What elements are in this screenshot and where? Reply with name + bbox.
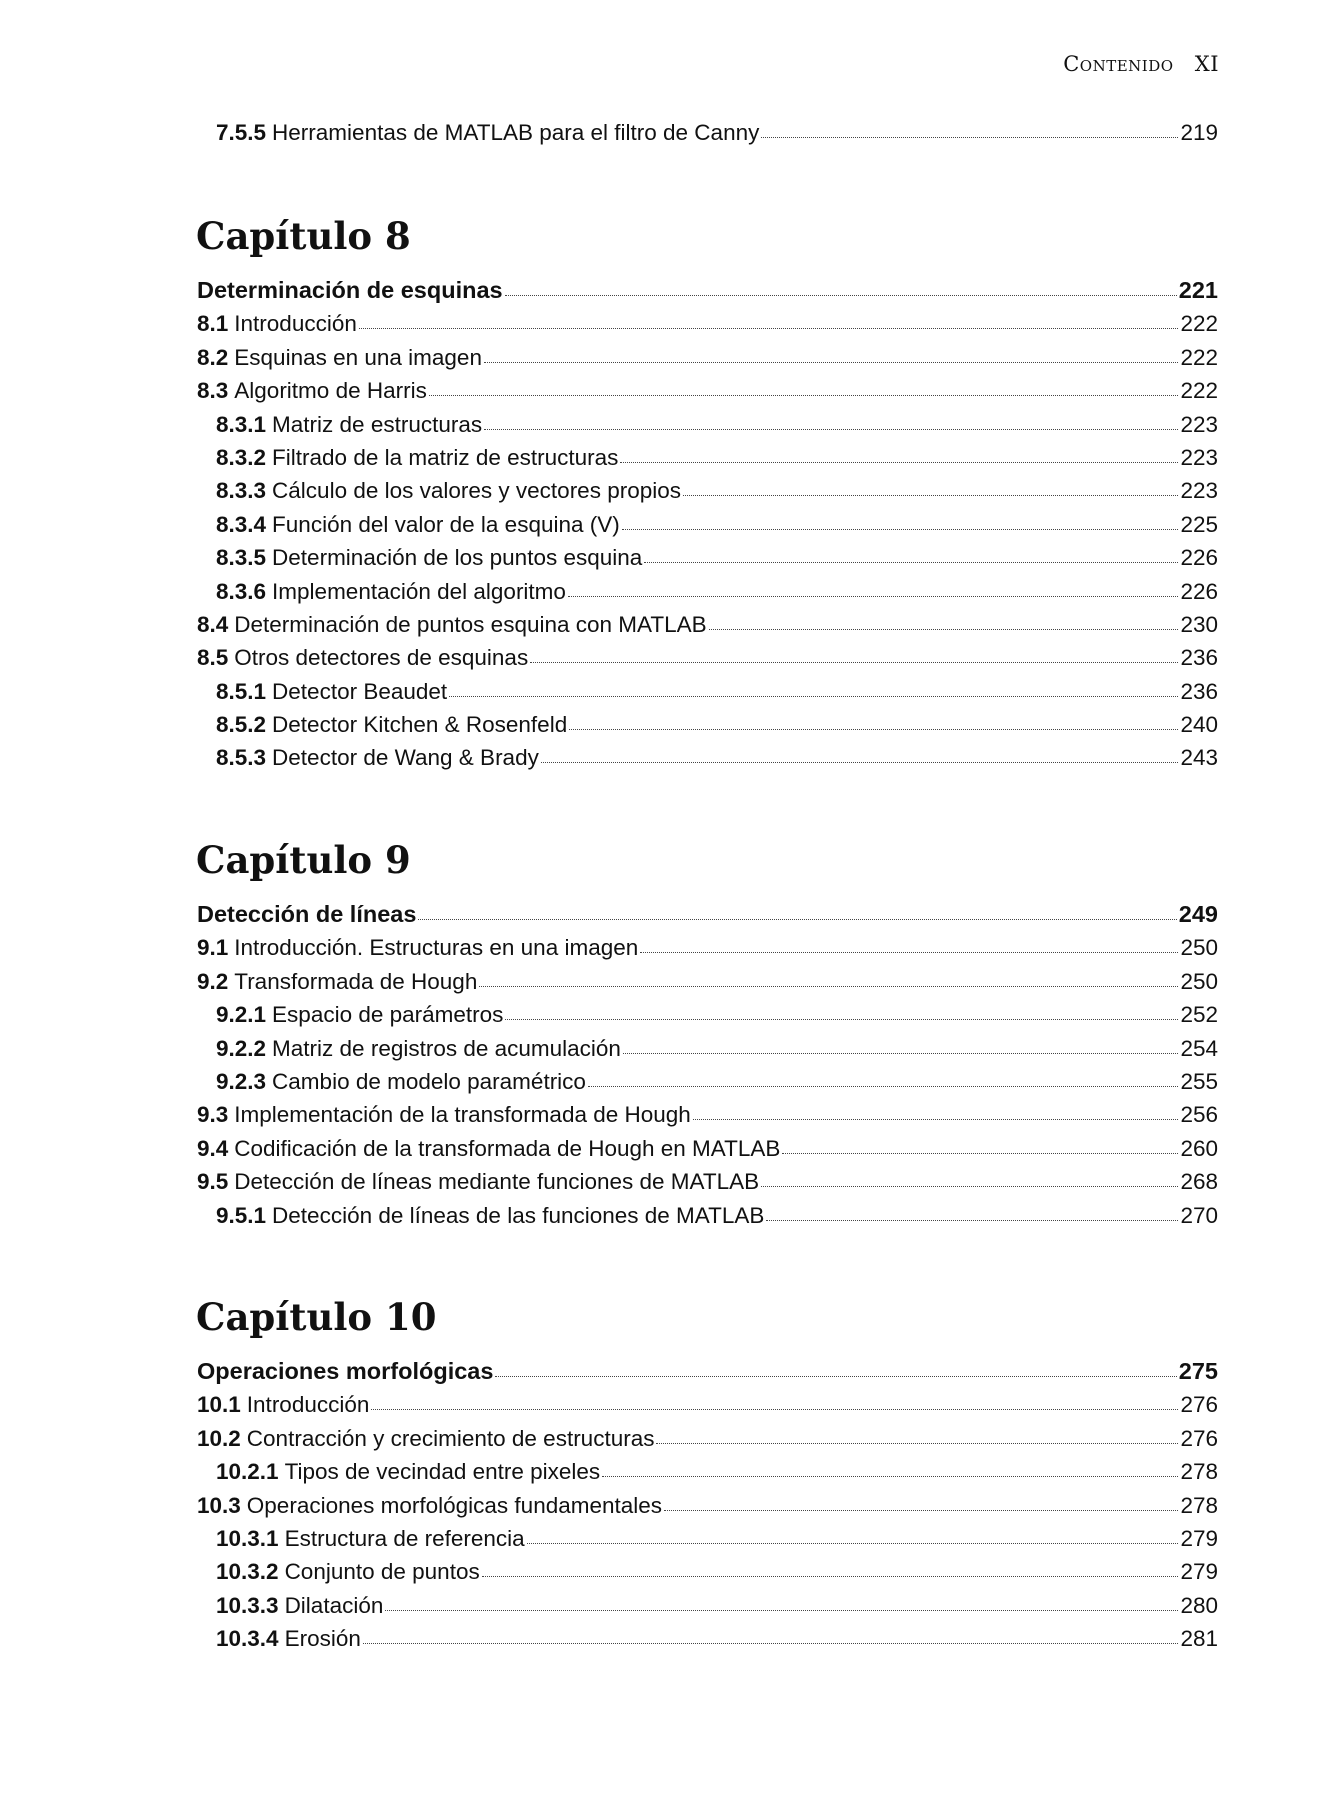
dot-leader <box>505 295 1177 296</box>
toc-entry-number: 8.4 <box>197 611 229 637</box>
dot-leader <box>479 986 1178 987</box>
header-page-number: XI <box>1194 52 1219 76</box>
dot-leader <box>429 395 1179 396</box>
toc-entry-number: 10.3.1 <box>216 1525 279 1551</box>
toc-entry-title: Introducción <box>234 311 357 337</box>
toc-entry-page: 250 <box>1180 935 1218 961</box>
toc-entry-page: 281 <box>1180 1626 1218 1652</box>
chapter-title-entry[interactable] <box>197 1355 1218 1388</box>
toc-entry[interactable] <box>197 1589 1218 1622</box>
dot-leader <box>569 729 1178 730</box>
toc-entry[interactable] <box>197 1199 1218 1232</box>
dot-leader <box>371 1409 1178 1410</box>
toc-entry-title: Transformada de Hough <box>234 968 478 994</box>
toc-entry-title: Función del valor de la esquina (V) <box>272 511 620 537</box>
toc-entry-title: Detección de líneas mediante funciones de MATLAB <box>234 1169 760 1195</box>
dot-leader <box>495 1376 1176 1377</box>
toc-entry-number: 8.3.6 <box>216 578 267 604</box>
toc-entry-page: 270 <box>1180 1202 1218 1228</box>
toc-entry[interactable] <box>197 1422 1218 1455</box>
toc-entry-page: 280 <box>1180 1592 1218 1618</box>
dot-leader <box>527 1543 1179 1544</box>
toc-entry-title: Tipos de vecindad entre pixeles <box>284 1459 601 1485</box>
toc-entry-title: Introducción. Estructuras en una imagen <box>234 935 639 961</box>
toc-entry-number: 8.5 <box>197 645 229 671</box>
toc-entry-page: 276 <box>1180 1425 1218 1451</box>
chapter-title-entry[interactable] <box>197 274 1218 307</box>
chapter-heading: Capítulo 9 <box>196 838 411 882</box>
toc-entry-title: Implementación del algoritmo <box>272 578 566 604</box>
dot-leader <box>484 362 1178 363</box>
dot-leader <box>620 462 1178 463</box>
toc-entry[interactable] <box>197 408 1218 441</box>
toc-entry-page: 222 <box>1180 344 1218 370</box>
chapter-title-entry[interactable] <box>197 898 1218 931</box>
toc-entry-title: Filtrado de la matriz de estructuras <box>272 444 619 470</box>
toc-entry[interactable] <box>197 708 1218 741</box>
toc-entry-page: 223 <box>1180 444 1218 470</box>
dot-leader <box>766 1220 1178 1221</box>
dot-leader <box>385 1610 1178 1611</box>
dot-leader <box>644 562 1178 563</box>
toc-entry-title: Detección de líneas de las funciones de MATLAB <box>272 1202 765 1228</box>
dot-leader <box>568 596 1179 597</box>
toc-entry-number: 10.3.4 <box>216 1626 279 1652</box>
toc-entry-page: 223 <box>1180 411 1218 437</box>
toc-entry-title: Contracción y crecimiento de estructuras <box>246 1425 655 1451</box>
dot-leader <box>482 1576 1179 1577</box>
toc-entry[interactable] <box>197 1455 1218 1488</box>
toc-entry-title: Matriz de registros de acumulación <box>272 1035 621 1061</box>
dot-leader <box>530 662 1178 663</box>
toc-entry-page: 225 <box>1180 511 1218 537</box>
toc-entry-number: 10.2.1 <box>216 1459 279 1485</box>
chapter-section <box>197 1289 1218 1656</box>
chapter-page: 221 <box>1178 277 1218 303</box>
toc-entry[interactable] <box>197 441 1218 474</box>
toc-entry-title: Espacio de parámetros <box>272 1002 504 1028</box>
toc-entry[interactable] <box>197 641 1218 674</box>
chapter-section <box>197 208 1218 775</box>
toc-entry-page: 243 <box>1180 745 1218 771</box>
toc-entry[interactable] <box>197 374 1218 407</box>
toc-entry-number: 9.5.1 <box>216 1202 267 1228</box>
toc-entry-title: Cambio de modelo paramétrico <box>272 1068 586 1094</box>
running-header <box>1063 52 1219 76</box>
dot-leader <box>761 1186 1178 1187</box>
toc-entry[interactable] <box>197 1489 1218 1522</box>
header-section: Contenido <box>1063 52 1174 76</box>
toc-entry-page: 240 <box>1180 712 1218 738</box>
toc-entry-page: 252 <box>1180 1002 1218 1028</box>
toc-entry-title: Erosión <box>284 1626 361 1652</box>
toc-entry-number: 10.1 <box>197 1392 241 1418</box>
chapter-title: Operaciones morfológicas <box>197 1358 494 1384</box>
dot-leader <box>622 529 1179 530</box>
toc-entry[interactable] <box>197 1165 1218 1198</box>
chapter-page: 275 <box>1178 1358 1218 1384</box>
toc-entry-page: 268 <box>1180 1169 1218 1195</box>
toc-entry-number: 8.3 <box>197 378 229 404</box>
toc-entry-page: 278 <box>1180 1459 1218 1485</box>
toc-entry-page: 276 <box>1180 1392 1218 1418</box>
dot-leader <box>683 495 1178 496</box>
chapter-page: 249 <box>1178 901 1218 927</box>
toc-entry-number: 10.2 <box>197 1425 241 1451</box>
toc-entry-title: Herramientas de MATLAB para el filtro de Canny <box>272 120 760 145</box>
toc-entry-number: 9.1 <box>197 935 229 961</box>
toc-entry-page: 230 <box>1180 611 1218 637</box>
toc-entry-title: Otros detectores de esquinas <box>234 645 529 671</box>
toc-entry-page: 254 <box>1180 1035 1218 1061</box>
toc-entry[interactable] <box>197 116 1218 149</box>
toc-entry-number: 9.2.1 <box>216 1002 267 1028</box>
toc-entry-number: 8.5.2 <box>216 712 267 738</box>
toc-entry[interactable] <box>197 508 1218 541</box>
dot-leader <box>640 952 1178 953</box>
toc-entry[interactable] <box>197 608 1218 641</box>
toc-entry-page: 278 <box>1180 1492 1218 1518</box>
toc-entry[interactable] <box>197 675 1218 708</box>
toc-entry-number: 8.3.4 <box>216 511 267 537</box>
toc-entry-title: Esquinas en una imagen <box>234 344 482 370</box>
toc-entry-page: 236 <box>1180 645 1218 671</box>
toc-entry-number: 9.2.3 <box>216 1068 267 1094</box>
toc-entry[interactable] <box>197 931 1218 964</box>
toc-entry-title: Introducción <box>246 1392 370 1418</box>
toc-entry[interactable] <box>197 307 1218 340</box>
toc-entry[interactable] <box>197 541 1218 574</box>
toc-entry-page: 223 <box>1180 478 1218 504</box>
toc-entry-title: Dilatación <box>284 1592 384 1618</box>
toc-entry-title: Matriz de estructuras <box>272 411 483 437</box>
toc-entry-page: 250 <box>1180 968 1218 994</box>
dot-leader <box>709 629 1179 630</box>
toc-entry-page: 219 <box>1180 120 1218 145</box>
toc-entry-title: Detector de Wang & Brady <box>272 745 539 771</box>
dot-leader <box>418 919 1176 920</box>
dot-leader <box>664 1510 1178 1511</box>
chapter-title: Detección de líneas <box>197 901 417 927</box>
toc-entry[interactable] <box>197 1065 1218 1098</box>
dot-leader <box>761 137 1178 138</box>
toc-entry[interactable] <box>197 1098 1218 1131</box>
dot-leader <box>541 762 1179 763</box>
toc-entry-page: 222 <box>1180 311 1218 337</box>
toc-entry-number: 7.5.5 <box>216 120 267 145</box>
dot-leader <box>623 1053 1179 1054</box>
toc-entry-page: 222 <box>1180 378 1218 404</box>
toc-entry-number: 8.5.1 <box>216 678 267 704</box>
toc-entry-number: 8.3.2 <box>216 444 267 470</box>
toc-entry-title: Determinación de puntos esquina con MATLAB <box>234 611 707 637</box>
toc-entry-page: 226 <box>1180 578 1218 604</box>
dot-leader <box>449 696 1178 697</box>
toc-entry-number: 9.2.2 <box>216 1035 267 1061</box>
dot-leader <box>363 1643 1179 1644</box>
toc-entry-page: 279 <box>1180 1559 1218 1585</box>
toc-entry[interactable] <box>197 1132 1218 1165</box>
toc-entry-title: Detector Kitchen & Rosenfeld <box>272 712 568 738</box>
dot-leader <box>656 1443 1178 1444</box>
toc-entry-number: 9.5 <box>197 1169 229 1195</box>
toc-entry[interactable] <box>197 1032 1218 1065</box>
toc-entry-title: Implementación de la transformada de Hough <box>234 1102 691 1128</box>
toc-entry[interactable] <box>197 474 1218 507</box>
toc-entry[interactable] <box>197 1622 1218 1655</box>
toc-entry[interactable] <box>197 998 1218 1031</box>
toc-entry-number: 8.3.3 <box>216 478 267 504</box>
toc-entry-number: 8.2 <box>197 344 229 370</box>
toc-entry-title: Algoritmo de Harris <box>234 378 427 404</box>
toc-entry-number: 10.3.2 <box>216 1559 279 1585</box>
toc-entry-number: 8.3.1 <box>216 411 267 437</box>
toc-entry-number: 9.4 <box>197 1135 229 1161</box>
toc-entry[interactable] <box>197 341 1218 374</box>
toc-entry[interactable] <box>197 965 1218 998</box>
dot-leader <box>484 429 1178 430</box>
dot-leader <box>782 1153 1178 1154</box>
chapter-heading: Capítulo 8 <box>196 214 411 258</box>
toc-entry-page: 256 <box>1180 1102 1218 1128</box>
toc-entry-title: Operaciones morfológicas fundamentales <box>246 1492 663 1518</box>
dot-leader <box>693 1119 1179 1120</box>
toc-entry-page: 255 <box>1180 1068 1218 1094</box>
toc-entry-number: 8.1 <box>197 311 229 337</box>
toc-entry-number: 9.2 <box>197 968 229 994</box>
toc-top <box>197 116 1218 149</box>
toc-entry-number: 8.3.5 <box>216 545 267 571</box>
chapter-title: Determinación de esquinas <box>197 277 503 303</box>
toc-entry-page: 236 <box>1180 678 1218 704</box>
toc-entry-number: 9.3 <box>197 1102 229 1128</box>
toc-entry[interactable] <box>197 741 1218 774</box>
toc-entry[interactable] <box>197 1522 1218 1555</box>
chapter-section <box>197 832 1218 1232</box>
toc-entry-title: Cálculo de los valores y vectores propios <box>272 478 681 504</box>
toc-entry-page: 260 <box>1180 1135 1218 1161</box>
toc-entry-number: 10.3.3 <box>216 1592 279 1618</box>
dot-leader <box>588 1086 1179 1087</box>
toc-entry[interactable] <box>197 1388 1218 1421</box>
toc-entry-number: 8.5.3 <box>216 745 267 771</box>
toc-entry[interactable] <box>197 1555 1218 1588</box>
toc-entry-page: 226 <box>1180 545 1218 571</box>
dot-leader <box>505 1019 1178 1020</box>
toc-entry-title: Conjunto de puntos <box>284 1559 480 1585</box>
chapter-heading: Capítulo 10 <box>196 1295 437 1339</box>
dot-leader <box>359 328 1179 329</box>
toc-entry-number: 10.3 <box>197 1492 241 1518</box>
toc-entry[interactable] <box>197 575 1218 608</box>
toc-entry-page: 279 <box>1180 1525 1218 1551</box>
toc-entry-title: Detector Beaudet <box>272 678 448 704</box>
toc-entry-title: Determinación de los puntos esquina <box>272 545 643 571</box>
dot-leader <box>602 1476 1178 1477</box>
toc-entry-title: Codificación de la transformada de Hough en MATLAB <box>234 1135 781 1161</box>
toc-entry-title: Estructura de referencia <box>284 1525 525 1551</box>
